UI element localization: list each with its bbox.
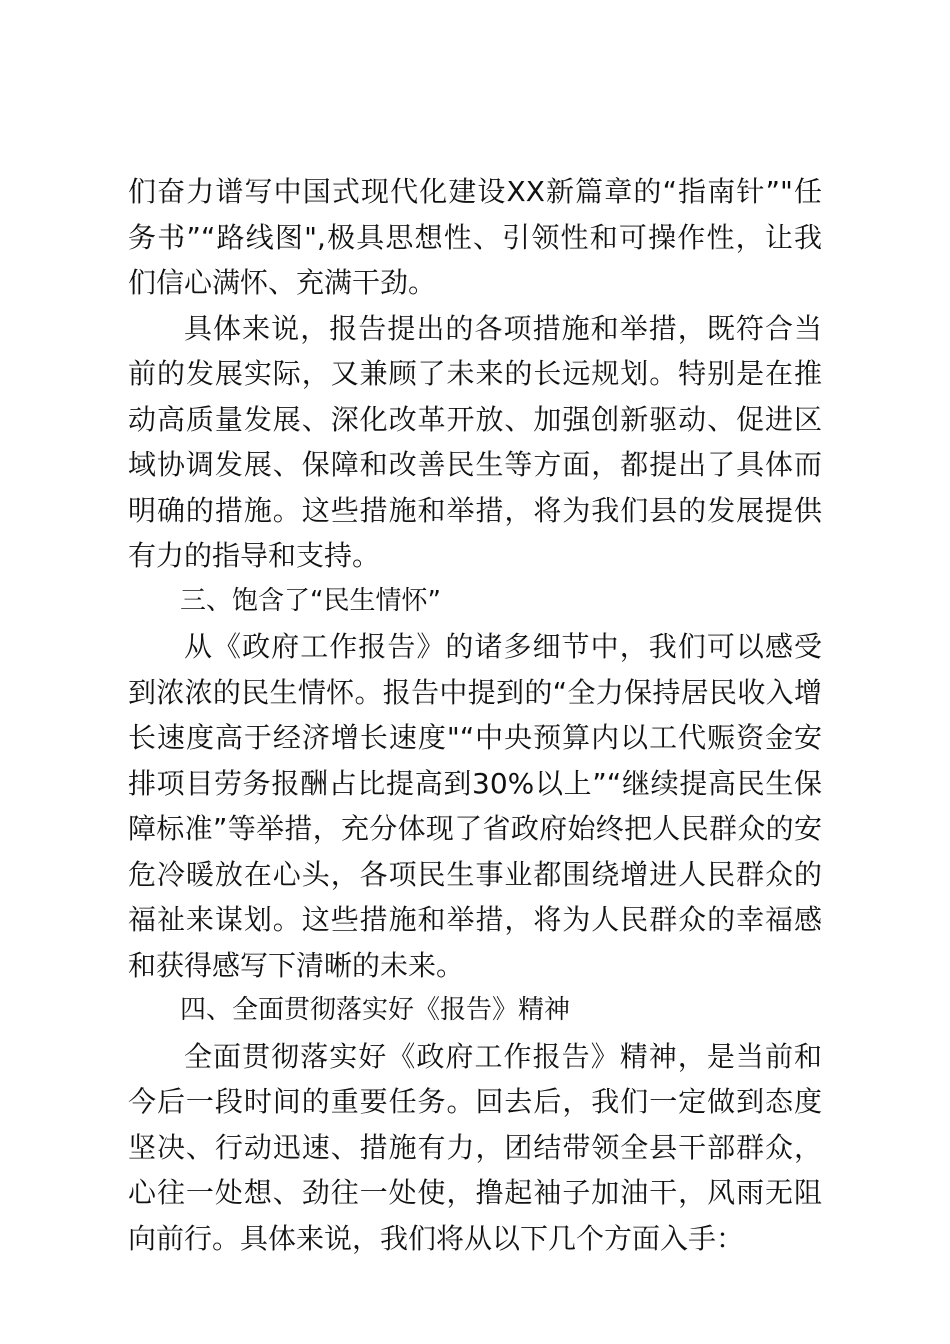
- section-heading-3: 三、饱含了“民生情怀”: [180, 585, 441, 616]
- paragraph-livelihood: 从《政府工作报告》的诸多细节中，我们可以感受到浓浓的民生情怀。报告中提到的“全力保持居民收入增长速度高于经济增长速度"“中央预算内以工代赈资金安排项目劳务报酬占比提高到30%以上”“继续提高民生保障标准”等举措，充分体现了省政府始终把人民群众的安危冷暖放在心头，各项民生事业都围绕增进人民群众的福祉来谋划。这些措施和举措，将为人民群众的幸福感和获得感写下清晰的未来。: [128, 630, 822, 982]
- document-body: [128, 169, 822, 1261]
- paragraph-continuation: 们奋力谱写中国式现代化建设XX新篇章的“指南针”"任务书”“路线图",极具思想性、引领性和可操作性，让我们信心满怀、充满干劲。: [128, 175, 822, 299]
- paragraph-specifics: 具体来说，报告提出的各项措施和举措，既符合当前的发展实际，又兼顾了未来的长远规划。特别是在推动高质量发展、深化改革开放、加强创新驱动、促进区域协调发展、保障和改善民生等方面，都提出了具体而明确的措施。这些措施和举措，将为我们县的发展提供有力的指导和支持。: [128, 311, 822, 572]
- paragraph-implementation: 全面贯彻落实好《政府工作报告》精神，是当前和今后一段时间的重要任务。回去后，我们一定做到态度坚决、行动迅速、措施有力，团结带领全县干部群众，心往一处想、劲往一处使，撸起袖子加油干，风雨无阻向前行。具体来说，我们将从以下几个方面入手：: [128, 1039, 822, 1255]
- section-heading-4: 四、全面贯彻落实好《报告》精神: [180, 995, 571, 1025]
